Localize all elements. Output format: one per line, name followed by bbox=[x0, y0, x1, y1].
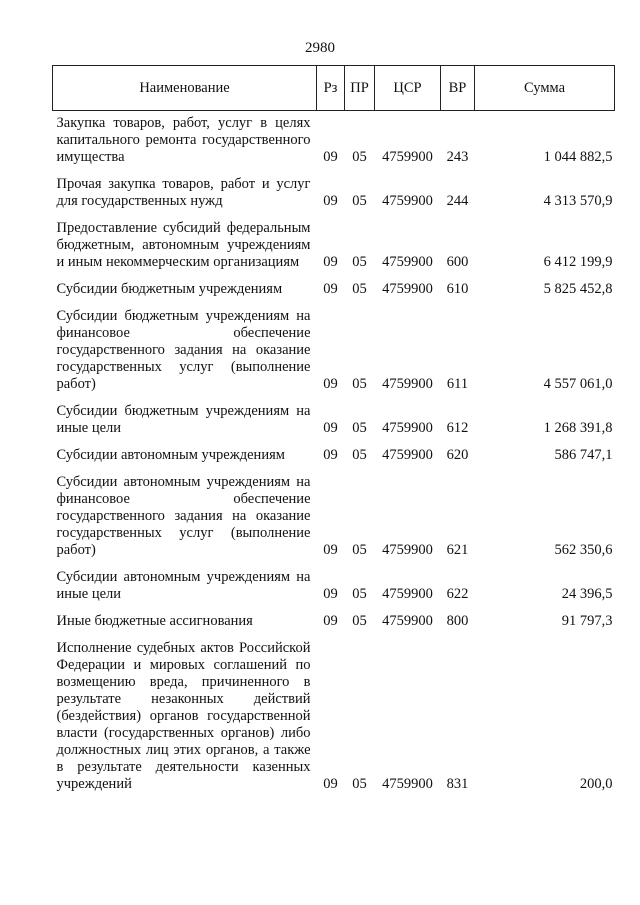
budget-table bbox=[52, 65, 615, 797]
table-row bbox=[53, 275, 615, 302]
row-name: Прочая закупка товаров, работ и услуг для государственных нужд bbox=[56, 176, 311, 209]
row-name: Предоставление субсидий федеральным бюджетным, автономным учреждениям и иным некоммерческим организациям bbox=[56, 220, 311, 270]
row-pr: 05 bbox=[352, 281, 367, 297]
table-row bbox=[53, 397, 615, 441]
row-csr: 4759900 bbox=[382, 542, 433, 558]
row-vr: 612 bbox=[446, 420, 469, 436]
row-csr: 4759900 bbox=[382, 254, 433, 270]
row-sum: 91 797,3 bbox=[561, 613, 613, 629]
row-pr: 05 bbox=[352, 776, 367, 792]
row-csr: 4759900 bbox=[382, 376, 433, 392]
table-row bbox=[53, 214, 615, 275]
row-vr: 244 bbox=[446, 193, 469, 209]
row-rz: 09 bbox=[323, 254, 338, 270]
row-csr: 4759900 bbox=[382, 420, 433, 436]
row-pr: 05 bbox=[352, 149, 367, 165]
table-row bbox=[53, 634, 615, 797]
row-rz: 09 bbox=[323, 281, 338, 297]
row-csr: 4759900 bbox=[382, 193, 433, 209]
row-rz: 09 bbox=[323, 586, 338, 602]
row-vr: 600 bbox=[446, 254, 469, 270]
header-csr: ЦСР bbox=[375, 66, 441, 111]
row-name: Субсидии бюджетным учреждениям bbox=[56, 281, 283, 297]
row-vr: 243 bbox=[446, 149, 469, 165]
table-row bbox=[53, 111, 615, 171]
row-vr: 620 bbox=[446, 447, 469, 463]
row-csr: 4759900 bbox=[382, 149, 433, 165]
header-sum: Сумма bbox=[475, 66, 615, 111]
row-name: Иные бюджетные ассигнования bbox=[56, 613, 253, 629]
row-pr: 05 bbox=[352, 447, 367, 463]
row-csr: 4759900 bbox=[382, 586, 433, 602]
row-sum: 200,0 bbox=[579, 776, 613, 792]
row-sum: 5 825 452,8 bbox=[543, 281, 613, 297]
row-name: Исполнение судебных актов Российской Федерации и мировых соглашений по возмещению вреда, причиненного в результате незаконных действий (бездействия) органов государственной власти (государственных органов) либо должностных лиц этих органов, а также в результате деятельности казенных учреждений bbox=[56, 640, 311, 792]
row-name: Субсидии автономным учреждениям на финансовое обеспечение государственного задания на оказание государственных услуг (выполнение работ) bbox=[56, 474, 311, 558]
row-sum: 1 044 882,5 bbox=[543, 149, 613, 165]
row-vr: 611 bbox=[446, 376, 469, 392]
row-rz: 09 bbox=[323, 149, 338, 165]
row-pr: 05 bbox=[352, 586, 367, 602]
header-pr: ПР bbox=[345, 66, 375, 111]
row-rz: 09 bbox=[323, 542, 338, 558]
header-name: Наименование bbox=[53, 66, 317, 111]
row-name: Субсидии бюджетным учреждениям на финансовое обеспечение государственного задания на оказание государственных услуг (выполнение работ) bbox=[56, 308, 311, 392]
row-vr: 621 bbox=[446, 542, 469, 558]
table-row bbox=[53, 563, 615, 607]
table-row bbox=[53, 170, 615, 214]
row-sum: 6 412 199,9 bbox=[543, 254, 613, 270]
page-number: 2980 bbox=[305, 40, 335, 56]
row-rz: 09 bbox=[323, 776, 338, 792]
row-sum: 1 268 391,8 bbox=[543, 420, 613, 436]
row-rz: 09 bbox=[323, 447, 338, 463]
table-row bbox=[53, 468, 615, 563]
table-header-row bbox=[53, 66, 615, 111]
row-name: Субсидии автономным учреждениям bbox=[56, 447, 285, 463]
row-pr: 05 bbox=[352, 420, 367, 436]
row-name: Субсидии автономным учреждениям на иные цели bbox=[56, 569, 311, 602]
row-vr: 831 bbox=[446, 776, 469, 792]
row-sum: 24 396,5 bbox=[561, 586, 613, 602]
row-rz: 09 bbox=[323, 193, 338, 209]
row-sum: 562 350,6 bbox=[554, 542, 613, 558]
header-vr: ВР bbox=[441, 66, 475, 111]
table-row bbox=[53, 441, 615, 468]
row-csr: 4759900 bbox=[382, 447, 433, 463]
row-sum: 4 313 570,9 bbox=[543, 193, 613, 209]
row-rz: 09 bbox=[323, 420, 338, 436]
row-csr: 4759900 bbox=[382, 613, 433, 629]
row-rz: 09 bbox=[323, 613, 338, 629]
row-pr: 05 bbox=[352, 542, 367, 558]
row-name: Субсидии бюджетным учреждениям на иные цели bbox=[56, 403, 311, 436]
header-rz: Рз bbox=[317, 66, 345, 111]
row-sum: 586 747,1 bbox=[554, 447, 613, 463]
table-row bbox=[53, 607, 615, 634]
table-row bbox=[53, 302, 615, 397]
row-vr: 610 bbox=[446, 281, 469, 297]
row-sum: 4 557 061,0 bbox=[543, 376, 613, 392]
row-vr: 622 bbox=[446, 586, 469, 602]
row-rz: 09 bbox=[323, 376, 338, 392]
row-pr: 05 bbox=[352, 613, 367, 629]
row-name: Закупка товаров, работ, услуг в целях капитального ремонта государственного имущества bbox=[56, 115, 311, 165]
row-pr: 05 bbox=[352, 193, 367, 209]
row-pr: 05 bbox=[352, 376, 367, 392]
row-pr: 05 bbox=[352, 254, 367, 270]
row-vr: 800 bbox=[446, 613, 469, 629]
row-csr: 4759900 bbox=[382, 281, 433, 297]
row-csr: 4759900 bbox=[382, 776, 433, 792]
